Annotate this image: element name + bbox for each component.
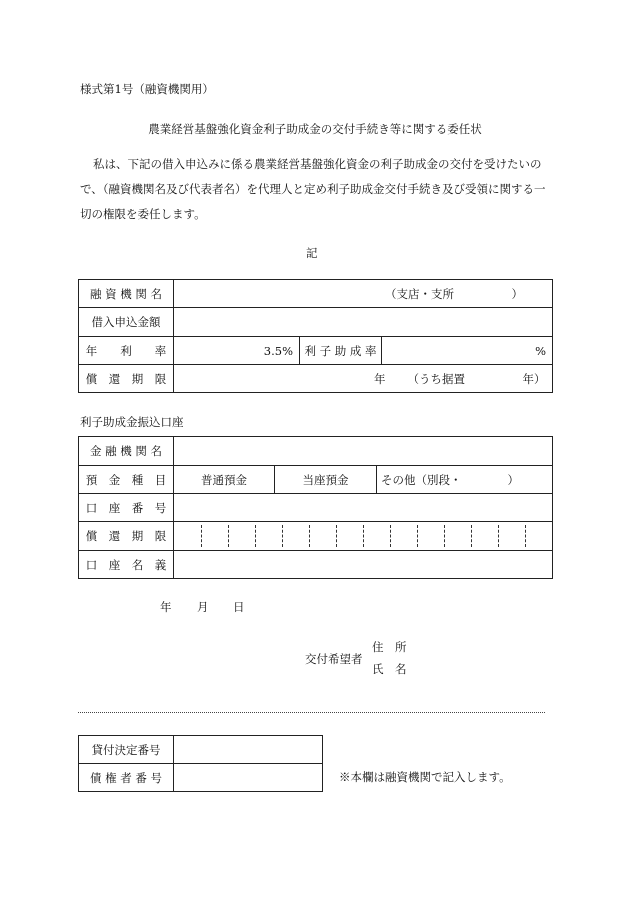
date-month: 月 xyxy=(197,600,209,614)
body-line-3: 切の権限を委任します。 xyxy=(80,207,206,221)
digit-divider xyxy=(471,525,472,547)
digit-divider xyxy=(228,525,229,547)
digit-divider xyxy=(417,525,418,547)
digit-divider xyxy=(282,525,283,547)
date-day: 日 xyxy=(233,600,245,614)
digit-divider xyxy=(498,525,499,547)
bank-field[interactable] xyxy=(174,437,553,466)
deposit-type-label: 預 金 種 目 xyxy=(79,466,174,494)
account-section-title: 利子助成金振込口座 xyxy=(80,415,184,429)
form-code: 様式第1号（融資機関用） xyxy=(80,82,214,96)
creditor-label: 債 権 者 番 号 xyxy=(79,764,174,792)
digit-divider xyxy=(336,525,337,547)
date-year: 年 xyxy=(160,600,172,614)
decision-field[interactable] xyxy=(174,736,323,764)
digit-divider xyxy=(201,525,202,547)
percent-sign: % xyxy=(535,343,547,358)
account-number-label: 口 座 番 号 xyxy=(79,494,174,522)
deposit-option-current[interactable]: 当座預金 xyxy=(275,466,377,494)
body-line-2: で、（融資機関名及び代表者名）を代理人と定め利子助成金交付手続き及び受領に関する一 xyxy=(80,182,546,196)
digit-divider xyxy=(390,525,391,547)
branch-text: （支店・支所 ） xyxy=(385,286,523,301)
account-table xyxy=(78,436,553,579)
repay-digit-boxes[interactable] xyxy=(174,522,553,551)
decision-label: 貸付決定番号 xyxy=(79,736,174,764)
digit-divider xyxy=(525,525,526,547)
holder-label: 口 座 名 義 xyxy=(79,551,174,579)
dotted-separator xyxy=(78,712,545,713)
ki-heading: 記 xyxy=(306,246,318,260)
digit-divider xyxy=(309,525,310,547)
digit-divider xyxy=(255,525,256,547)
account-number-field[interactable] xyxy=(174,494,553,522)
subsidy-rate-field[interactable] xyxy=(382,337,553,365)
loan-table xyxy=(78,279,553,393)
amount-label: 借入申込金額 xyxy=(79,308,174,337)
period-grace: （うち据置 年） xyxy=(407,371,546,386)
deposit-option-other[interactable]: その他（別段・ ） xyxy=(377,466,553,494)
institution-label: 融 資 機 関 名 xyxy=(79,280,174,308)
amount-field[interactable] xyxy=(174,308,553,337)
institution-field[interactable] xyxy=(174,280,553,308)
body-line-1: 私は、下記の借入申込みに係る農業経営基盤強化資金の利子助成金の交付を受けたいの xyxy=(93,157,542,171)
document-title: 農業経営基盤強化資金利子助成金の交付手続き等に関する委任状 xyxy=(148,122,482,136)
holder-field[interactable] xyxy=(174,551,553,579)
deposit-option-ordinary[interactable]: 普通預金 xyxy=(174,466,275,494)
office-note: ※本欄は融資機関で記入します。 xyxy=(339,770,511,784)
subsidy-rate-label: 利 子 助 成 率 xyxy=(300,337,382,365)
rate-value: 3.5% xyxy=(174,337,300,365)
address-label: 住 所 xyxy=(372,640,407,654)
applicant-label: 交付希望者 xyxy=(305,652,363,666)
office-use-table xyxy=(78,735,323,792)
period-year: 年 xyxy=(374,371,386,386)
creditor-field[interactable] xyxy=(174,764,323,792)
name-label: 氏 名 xyxy=(372,662,407,676)
bank-label: 金 融 機 関 名 xyxy=(79,437,174,466)
rate-label: 年 利 率 xyxy=(79,337,174,365)
repay-label: 償 還 期 限 xyxy=(79,522,174,551)
digit-divider xyxy=(444,525,445,547)
period-field[interactable] xyxy=(174,365,553,393)
digit-divider xyxy=(363,525,364,547)
period-label: 償 還 期 限 xyxy=(79,365,174,393)
